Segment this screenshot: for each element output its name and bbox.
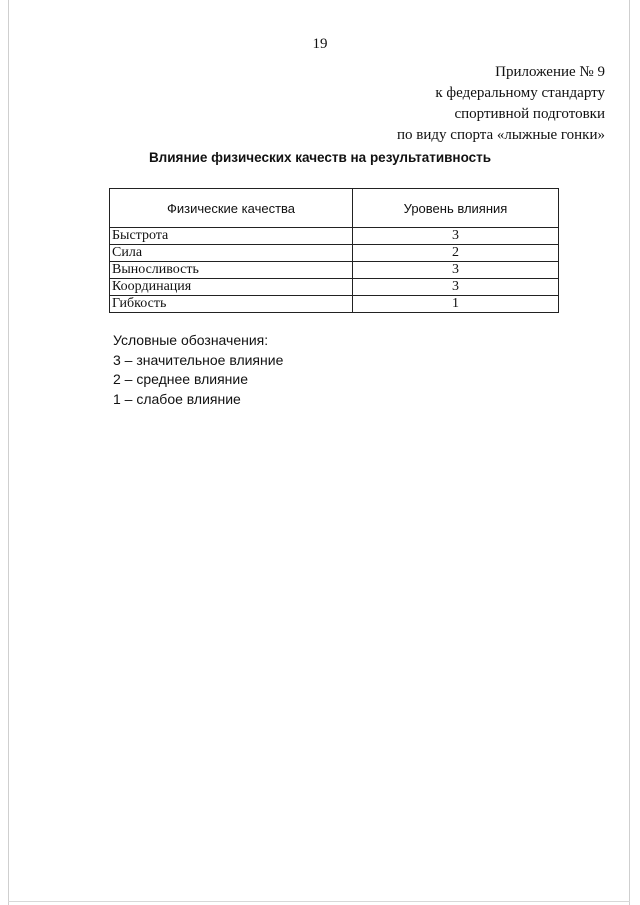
qualities-table	[109, 188, 559, 313]
table-header-row	[110, 189, 559, 228]
legend-item: 2 – среднее влияние	[113, 371, 249, 387]
influence-level: 3	[353, 279, 559, 296]
legend-item: 1 – слабое влияние	[113, 390, 241, 407]
influence-level: 2	[353, 245, 559, 262]
quality-name: Сила	[110, 245, 353, 262]
page-edge-left	[8, 0, 9, 905]
legend-item: 3 – значительное влияние	[113, 351, 284, 368]
legend	[113, 331, 283, 409]
table-row	[110, 228, 559, 245]
annex-line: спортивной подготовки	[454, 106, 605, 122]
annex-header	[397, 62, 605, 146]
quality-name: Гибкость	[110, 296, 353, 313]
influence-level: 3	[353, 262, 559, 279]
table-row	[110, 296, 559, 313]
table-row	[110, 279, 559, 296]
column-header-quality: Физические качества	[110, 189, 353, 228]
quality-name: Координация	[110, 279, 353, 296]
page-number: 19	[312, 36, 328, 52]
column-header-level: Уровень влияния	[353, 189, 559, 228]
legend-heading: Условные обозначения:	[113, 332, 269, 348]
page-edge-right	[629, 0, 630, 905]
table-row	[110, 245, 559, 262]
page-edge-bottom	[8, 901, 630, 902]
influence-level: 1	[353, 296, 559, 313]
annex-line: по виду спорта «лыжные гонки»	[397, 127, 605, 143]
annex-line: Приложение № 9	[495, 64, 605, 80]
influence-level: 3	[353, 228, 559, 245]
quality-name: Быстрота	[110, 228, 353, 245]
annex-line: к федеральному стандарту	[435, 85, 605, 101]
document-title: Влияние физических качеств на результативность	[148, 150, 492, 165]
quality-name: Выносливость	[110, 262, 353, 279]
table-row	[110, 262, 559, 279]
